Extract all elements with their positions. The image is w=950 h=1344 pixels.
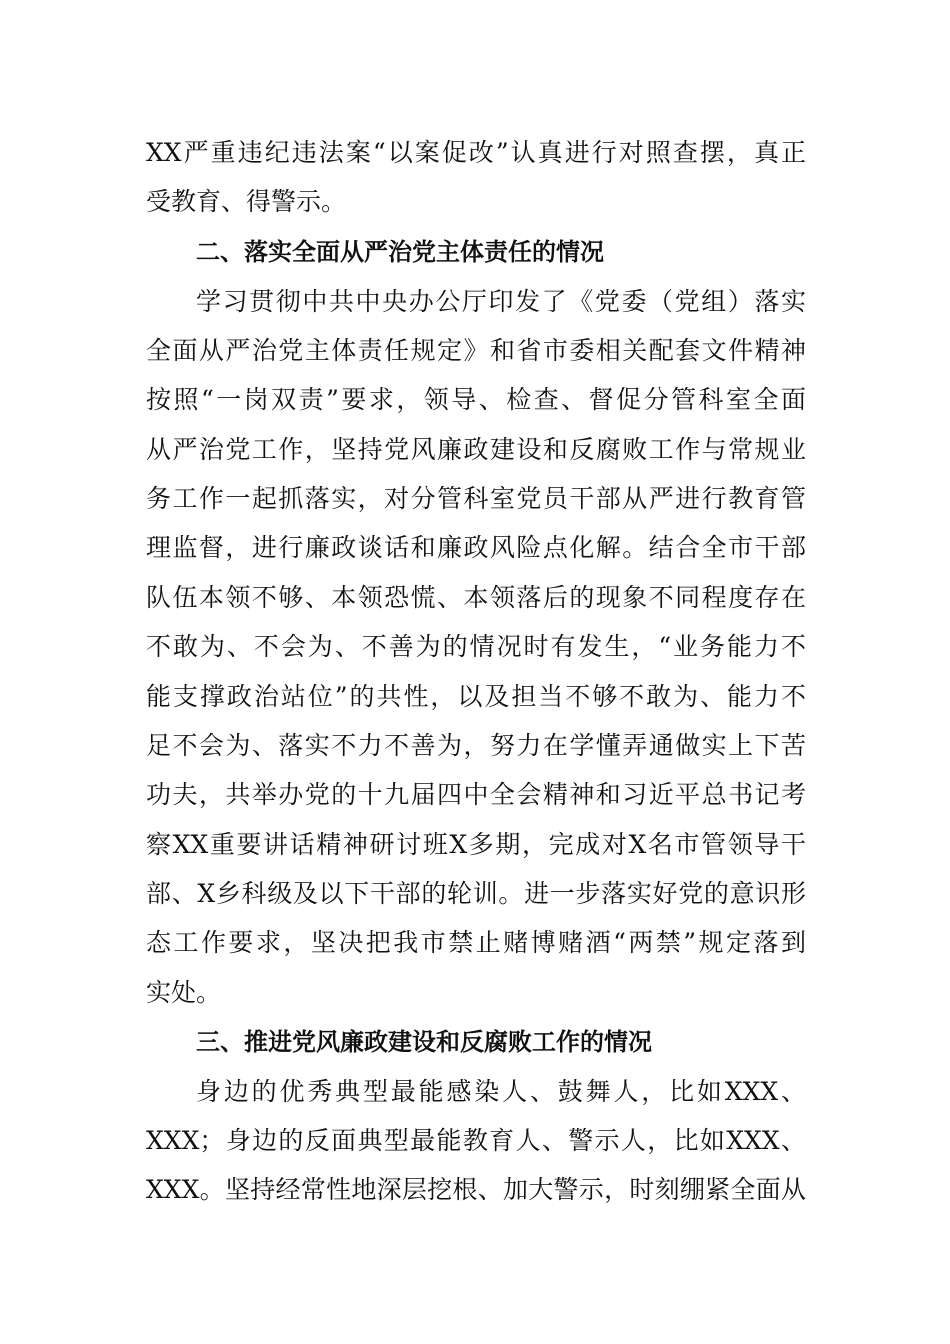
paragraph-2-line-10: 足不会为、落实不力不善为，努力在学懂弄通做实上下苦 xyxy=(146,731,806,760)
paragraph-2-line-8: 不敢为、不会为、不善为的情况时有发生，“业务能力不 xyxy=(146,632,806,661)
paragraph-1-line-2: 受教育、得警示。 xyxy=(146,187,347,216)
paragraph-3-line-3: XXX。坚持经常性地深层挖根、加大警示，时刻绷紧全面从 xyxy=(146,1175,806,1204)
paragraph-2-line-7: 队伍本领不够、本领恐慌、本领落后的现象不同程度存在 xyxy=(146,583,806,612)
paragraph-3-line-2: XXX；身边的反面典型最能教育人、警示人，比如XXX、 xyxy=(146,1126,806,1155)
paragraph-3-line-1: 身边的优秀典型最能感染人、鼓舞人，比如XXX、 xyxy=(196,1077,806,1106)
paragraph-2-line-14: 态工作要求，坚决把我市禁止赌博赌酒“两禁”规定落到 xyxy=(146,928,806,957)
section-heading-3: 三、推进党风廉政建设和反腐败工作的情况 xyxy=(196,1028,652,1056)
paragraph-2-line-6: 理监督，进行廉政谈话和廉政风险点化解。结合全市干部 xyxy=(146,533,806,562)
paragraph-2-line-4: 从严治党工作，坚持党风廉政建设和反腐败工作与常规业 xyxy=(146,435,806,464)
paragraph-2-line-9: 能支撑政治站位”的共性，以及担当不够不敢为、能力不 xyxy=(146,682,806,711)
paragraph-2-line-13: 部、X乡科级及以下干部的轮训。进一步落实好党的意识形 xyxy=(146,879,806,908)
section-heading-2: 二、落实全面从严治党主体责任的情况 xyxy=(196,238,604,266)
paragraph-2-line-3: 按照“一岗双责”要求，领导、检查、督促分管科室全面 xyxy=(146,385,806,414)
paragraph-2-line-12: 察XX重要讲话精神研讨班X多期，完成对X名市管领导干 xyxy=(146,830,806,859)
paragraph-2-line-5: 务工作一起抓落实，对分管科室党员干部从严进行教育管 xyxy=(146,484,806,513)
paragraph-1-line-1: XX严重违纪违法案“以案促改”认真进行对照查摆，真正 xyxy=(146,138,806,167)
paragraph-2-line-1: 学习贯彻中共中央办公厅印发了《党委（党组）落实 xyxy=(196,287,806,316)
paragraph-2-line-11: 功夫，共举办党的十九届四中全会精神和习近平总书记考 xyxy=(146,780,806,809)
paragraph-2-line-2: 全面从严治党主体责任规定》和省市委相关配套文件精神 xyxy=(146,336,806,365)
paragraph-2-line-15: 实处。 xyxy=(146,978,222,1007)
